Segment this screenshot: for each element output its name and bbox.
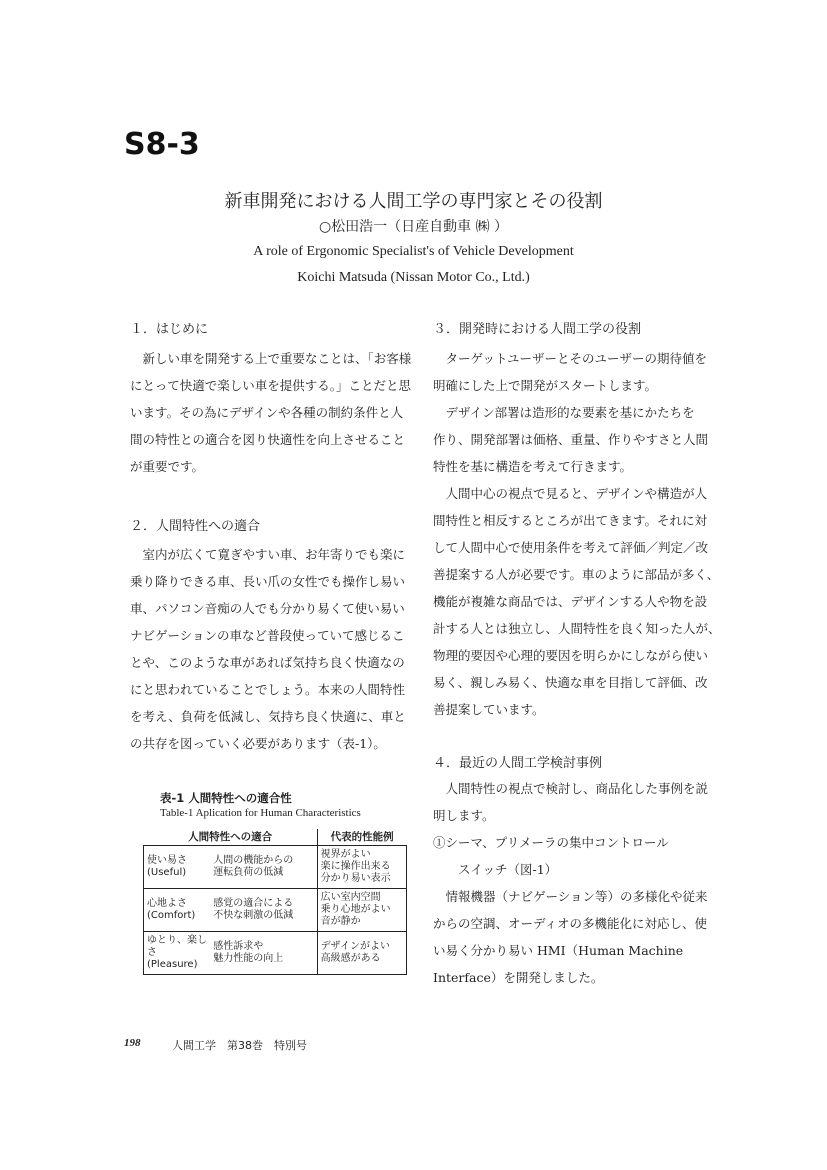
human-characteristics-table — [143, 829, 407, 976]
section-1-heading: １．はじめに — [130, 322, 209, 337]
journal-name: 人間工学 第38巻 特別号 — [172, 1039, 307, 1052]
text-line: 室内が広くて寛ぎやすい車、お年寄りでも楽に — [130, 547, 406, 562]
performance-line: 広い室内空間 — [320, 892, 381, 903]
performance-line: 高級感がある — [320, 953, 381, 964]
text-line: 善提案しています。 — [433, 702, 545, 717]
text-line: 新しい車を開発する上で重要なことは、「お客様 — [130, 351, 412, 366]
paper-title-ja: 新車開発における人間工学の専門家とその役割 — [224, 191, 603, 212]
left-column — [130, 0, 412, 780]
performance-line: 楽に操作出来る — [320, 861, 391, 872]
description-cell — [210, 932, 317, 975]
performance-line: 分かり易い表示 — [320, 873, 391, 884]
description-cell — [210, 889, 317, 932]
category-cell — [144, 889, 211, 932]
text-line: 計する人とは独立し、人間特性を良く知った人が、 — [433, 621, 721, 636]
category-label: 使い易さ — [147, 855, 187, 866]
performance-cell — [317, 932, 406, 975]
table-row — [144, 846, 407, 889]
text-line: ターゲットユーザーとそのユーザーの期待値を — [433, 351, 708, 366]
table-caption-ja: 表-1 人間特性への適合性 — [160, 791, 292, 805]
text-line: 乗り降りできる車、長い爪の女性でも操作し易い — [130, 574, 406, 589]
table — [143, 829, 407, 975]
text-line: 間特性と相反するところが出てきます。それに対 — [433, 513, 708, 528]
text-line: して人間中心で使用条件を考えて評価／判定／改 — [433, 540, 709, 555]
description-line: 感覚の適合による — [213, 898, 294, 909]
section-3-heading: ３．開発時における人間工学の役割 — [433, 322, 642, 337]
section-4-body — [433, 775, 708, 991]
section-2-heading: ２．人間特性への適合 — [130, 519, 261, 534]
text-line: 情報機器（ナビゲーション等）の多様化や従来 — [433, 889, 708, 904]
text-line: とや、このような車があれば気持ち良く快適なの — [130, 655, 405, 670]
description-line: 人間の機能からの — [213, 855, 294, 866]
text-line: 物理的要因や心理的要因を明らかにしながら使い — [433, 648, 709, 663]
table-header-adaptation: 人間特性への適合 — [144, 829, 318, 846]
text-line: 作り、開発部署は価格、重量、作りやすさと人間 — [433, 432, 709, 447]
text-line: Interface）を開発しました。 — [433, 970, 604, 985]
text-line: 易く、親しみ易く、快適な車を目指して評価、改 — [433, 675, 708, 690]
text-line: の共存を図っていく必要があります（表-1）。 — [130, 736, 386, 751]
description-line: 運転負荷の低減 — [213, 867, 284, 878]
category-label-en: (Comfort) — [147, 910, 196, 921]
category-label-en: (Useful) — [147, 867, 187, 878]
table-row — [144, 889, 407, 932]
category-label-en: (Pleasure) — [147, 959, 198, 970]
author-en: Koichi Matsuda (Nissan Motor Co., Ltd.) — [297, 270, 530, 285]
text-line: います。その為にデザインや各種の制約条件と人 — [130, 405, 404, 420]
category-cell — [144, 932, 211, 975]
author-ja: ○松田浩一（日産自動車 ㈱ ） — [318, 219, 509, 235]
category-label: 心地よさ — [147, 898, 187, 909]
performance-cell — [317, 846, 406, 889]
table-header-row — [144, 829, 407, 846]
paper-title-en: A role of Ergonomic Specialist's of Vehicle Development — [253, 244, 574, 259]
session-id: S8-3 — [124, 127, 200, 162]
right-column — [433, 0, 721, 1000]
text-line: 特性を基に構造を考えて行きます。 — [433, 459, 633, 474]
text-line: ナビゲーションの車など普段使っていて感じるこ — [130, 628, 405, 643]
text-line: 人間特性の視点で検討し、商品化した事例を説 — [433, 781, 709, 796]
table-header-performance: 代表的性能例 — [317, 829, 406, 846]
text-line: 機能が複雑な商品では、デザインする人や物を設 — [433, 594, 708, 609]
text-line: 人間中心の視点で見ると、デザインや構造が人 — [433, 486, 708, 501]
performance-line: デザインがよい — [320, 941, 390, 952]
description-line: 感性訴求や — [213, 941, 264, 952]
text-line: スイッチ（図-1） — [433, 862, 558, 877]
performance-line: 視界がよい — [320, 849, 371, 860]
table-caption-en: Table-1 Aplication for Human Characteristics — [160, 807, 361, 819]
page-number: 198 — [124, 1037, 141, 1049]
description-line: 魅力性能の向上 — [213, 953, 284, 964]
text-line: 明します。 — [433, 808, 495, 823]
text-line: にとって快適で楽しい車を提供する。」ことだと思 — [130, 378, 412, 393]
description-line: 不快な刺激の低減 — [213, 910, 294, 921]
performance-cell — [317, 889, 406, 932]
text-line: を考え、負荷を低減し、気持ち良く快適に、車と — [130, 709, 406, 724]
text-line: 善提案する人が必要です。車のように部品が多く、 — [433, 567, 720, 582]
text-line: デザイン部署は造形的な要素を基にかたちを — [433, 405, 695, 420]
text-line: が重要です。 — [130, 459, 205, 474]
text-line: い易く分かり易い HMI（Human Machine — [433, 943, 684, 958]
text-line: からの空調、オーディオの多機能化に対応し、使 — [433, 916, 708, 931]
text-line: 車、パソコン音痴の人でも分かり易くて使い易い — [130, 601, 405, 616]
performance-line: 音が静か — [320, 916, 361, 927]
category-label: ゆとり、楽しさ — [147, 935, 207, 958]
description-cell — [210, 846, 317, 889]
text-line: ①シーマ、プリメーラの集中コントロール — [433, 835, 669, 850]
performance-line: 乗り心地がよい — [320, 904, 391, 915]
section-2-body — [130, 541, 406, 757]
category-cell — [144, 846, 211, 889]
section-1-body — [130, 345, 411, 480]
text-line: にと思われていることでしょう。本来の人間特性 — [130, 682, 406, 697]
table-row — [144, 932, 407, 975]
section-4-heading: ４．最近の人間工学検討事例 — [433, 756, 603, 771]
section-3-body — [433, 345, 721, 723]
text-line: 明確にした上で開発がスタートします。 — [433, 378, 658, 393]
text-line: 間の特性との適合を図り快適性を向上させること — [130, 432, 406, 447]
